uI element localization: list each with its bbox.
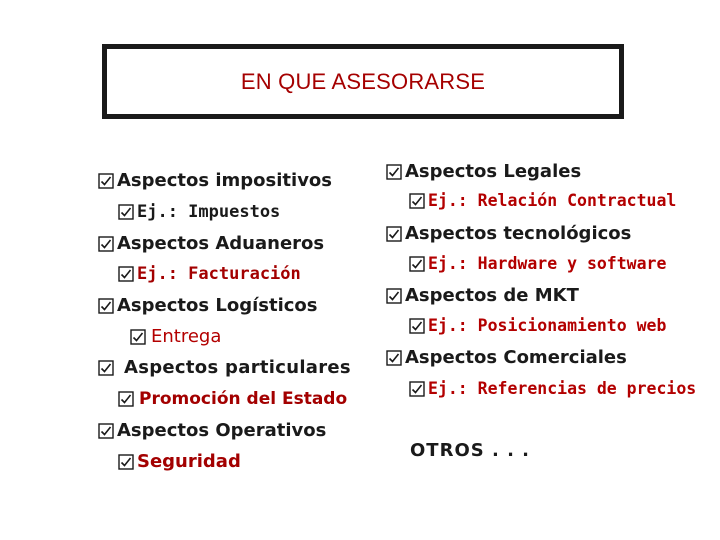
- left-item-aduaneros: [98, 233, 324, 254]
- left-sub-entrega: [130, 326, 221, 347]
- checked-box-icon: [409, 256, 425, 272]
- item-label: Aspectos Comerciales: [405, 347, 627, 368]
- checked-box-icon: [118, 391, 134, 407]
- item-label: Ej.: Hardware y software: [428, 254, 667, 273]
- item-label: Aspectos particulares: [124, 357, 351, 378]
- item-label: Seguridad: [137, 451, 241, 472]
- item-label: Aspectos de MKT: [405, 285, 579, 306]
- item-label: Promoción del Estado: [139, 389, 348, 409]
- checked-box-icon: [130, 329, 146, 345]
- checked-box-icon: [386, 226, 402, 242]
- left-sub-seguridad: [118, 451, 241, 472]
- item-label: Aspectos Logísticos: [117, 295, 318, 316]
- right-sub-hardware: [409, 254, 666, 273]
- checked-box-icon: [98, 423, 114, 439]
- item-label: Aspectos tecnológicos: [405, 223, 632, 244]
- page-title: EN QUE ASESORARSE: [240, 68, 486, 94]
- checked-box-icon: [118, 266, 134, 282]
- right-sub-relacion: [409, 191, 676, 210]
- checked-box-icon: [98, 173, 114, 189]
- checked-box-icon: [98, 360, 114, 376]
- checked-box-icon: [409, 193, 425, 209]
- right-sub-referencias: [409, 379, 696, 398]
- item-label: Ej.: Referencias de precios: [428, 379, 697, 398]
- checked-box-icon: [98, 298, 114, 314]
- item-label: Aspectos Legales: [405, 161, 582, 182]
- left-item-logisticos: [98, 295, 318, 316]
- left-item-operativos: [98, 420, 326, 441]
- checked-box-icon: [118, 204, 134, 220]
- left-sub-impuestos: [118, 202, 280, 222]
- right-item-tecnologicos: [386, 223, 631, 244]
- right-item-comerciales: [386, 347, 627, 368]
- left-item-impositivos: [98, 170, 332, 191]
- item-label: Aspectos Aduaneros: [117, 233, 325, 254]
- checked-box-icon: [409, 318, 425, 334]
- checked-box-icon: [386, 350, 402, 366]
- item-label: Ej.: Posicionamiento web: [428, 316, 667, 335]
- checked-box-icon: [386, 164, 402, 180]
- right-sub-posicionamiento: [409, 316, 666, 335]
- checked-box-icon: [98, 236, 114, 252]
- item-label: Aspectos impositivos: [117, 170, 333, 191]
- right-item-legales: [386, 161, 581, 182]
- left-sub-facturacion: [118, 264, 301, 284]
- item-label: Aspectos Operativos: [117, 420, 327, 441]
- item-label: Entrega: [151, 326, 222, 347]
- checked-box-icon: [409, 381, 425, 397]
- item-label: Ej.: Facturación: [137, 264, 301, 284]
- left-sub-promocion: [118, 389, 347, 409]
- checked-box-icon: [118, 454, 134, 470]
- left-item-particulares: [98, 357, 351, 378]
- title-box: [102, 44, 624, 119]
- right-item-mkt: [386, 285, 579, 306]
- item-label: Ej.: Impuestos: [137, 202, 281, 222]
- checked-box-icon: [386, 288, 402, 304]
- otros-label: OTROS . . .: [410, 440, 531, 461]
- item-label: Ej.: Relación Contractual: [428, 191, 677, 210]
